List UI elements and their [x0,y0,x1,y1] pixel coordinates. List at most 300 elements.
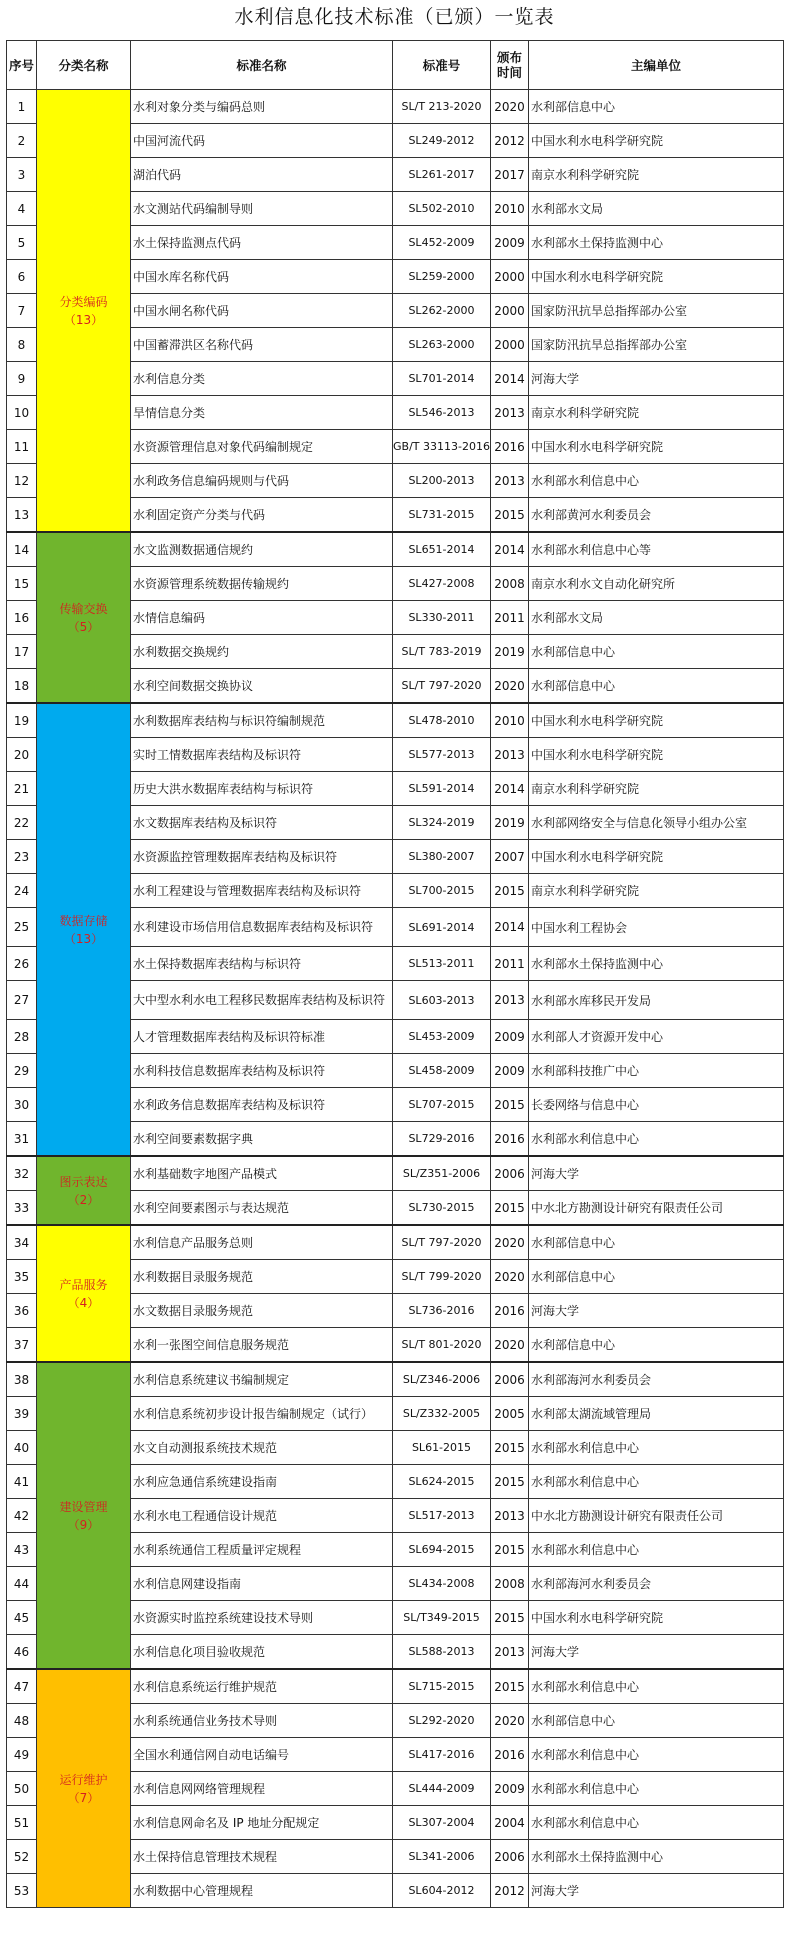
row-number: 17 [7,635,37,669]
row-number: 16 [7,601,37,635]
editor-org: 水利部太湖流域管理局 [529,1397,784,1431]
category-cell [37,1156,131,1225]
issue-year: 2015 [491,1669,529,1704]
row-number: 50 [7,1772,37,1806]
row-number: 35 [7,1260,37,1294]
row-number: 27 [7,981,37,1020]
standard-name: 水资源监控管理数据库表结构及标识符 [131,840,393,874]
row-number: 36 [7,1294,37,1328]
standard-name: 中国水库名称代码 [131,260,393,294]
issue-year: 2013 [491,464,529,498]
standard-code: SL707-2015 [393,1088,491,1122]
standard-code: SL577-2013 [393,738,491,772]
editor-org: 南京水利科学研究院 [529,158,784,192]
row-number: 39 [7,1397,37,1431]
row-number: 34 [7,1225,37,1260]
standard-name: 水利空间数据交换协议 [131,669,393,704]
row-number: 38 [7,1362,37,1397]
standard-name: 历史大洪水数据库表结构与标识符 [131,772,393,806]
editor-org: 水利部水库移民开发局 [529,981,784,1020]
standard-name: 人才管理数据库表结构及标识符标准 [131,1020,393,1054]
row-number: 48 [7,1704,37,1738]
editor-org: 水利部水利信息中心 [529,1465,784,1499]
category-count: （13） [63,931,104,946]
editor-org: 水利部水利信息中心 [529,1738,784,1772]
issue-year: 2015 [491,1431,529,1465]
row-number: 46 [7,1635,37,1670]
standard-code: SL262-2000 [393,294,491,328]
standard-code: SL/Z346-2006 [393,1362,491,1397]
table-row [7,1362,784,1397]
standard-name: 水利信息系统建议书编制规定 [131,1362,393,1397]
category-cell [37,1362,131,1669]
row-number: 52 [7,1840,37,1874]
issue-year: 2012 [491,124,529,158]
standard-code: SL/Z351-2006 [393,1156,491,1191]
standard-code: SL478-2010 [393,703,491,738]
standard-name: 水文测站代码编制导则 [131,192,393,226]
issue-year: 2016 [491,1122,529,1157]
editor-org: 水利部水土保持监测中心 [529,226,784,260]
editor-org: 国家防汛抗旱总指挥部办公室 [529,328,784,362]
editor-org: 中水北方勘测设计研究有限责任公司 [529,1499,784,1533]
editor-org: 河海大学 [529,1635,784,1670]
row-number: 21 [7,772,37,806]
editor-org: 中国水利水电科学研究院 [529,1601,784,1635]
standard-code: SL603-2013 [393,981,491,1020]
standard-name: 大中型水利水电工程移民数据库表结构及标识符 [131,981,393,1020]
standard-name: 水文数据目录服务规范 [131,1294,393,1328]
row-number: 19 [7,703,37,738]
standard-code: SL/T 799-2020 [393,1260,491,1294]
issue-year: 2015 [491,874,529,908]
row-number: 15 [7,567,37,601]
standard-name: 水利基础数字地图产品模式 [131,1156,393,1191]
standard-name: 水利科技信息数据库表结构及标识符 [131,1054,393,1088]
standard-code: SL604-2012 [393,1874,491,1908]
editor-org: 中国水利水电科学研究院 [529,430,784,464]
row-number: 12 [7,464,37,498]
standard-name: 水文自动测报系统技术规范 [131,1431,393,1465]
category-name: 产品服务 [59,1277,108,1292]
standard-name: 水利一张图空间信息服务规范 [131,1328,393,1363]
standard-name: 水利系统通信业务技术导则 [131,1704,393,1738]
issue-year: 2020 [491,1260,529,1294]
standard-code: SL330-2011 [393,601,491,635]
editor-org: 国家防汛抗旱总指挥部办公室 [529,294,784,328]
standard-code: SL715-2015 [393,1669,491,1704]
category-cell [37,90,131,533]
editor-org: 水利部信息中心 [529,669,784,704]
issue-year: 2015 [491,1533,529,1567]
standard-name: 水利信息系统运行维护规范 [131,1669,393,1704]
editor-org: 河海大学 [529,1874,784,1908]
issue-year: 2015 [491,498,529,533]
page-title: 水利信息化技术标准（已颁）一览表 [234,6,555,28]
row-number: 24 [7,874,37,908]
editor-org: 南京水利科学研究院 [529,874,784,908]
issue-year: 2020 [491,669,529,704]
row-number: 51 [7,1806,37,1840]
editor-org: 中国水利水电科学研究院 [529,703,784,738]
editor-org: 水利部科技推广中心 [529,1054,784,1088]
row-number: 43 [7,1533,37,1567]
row-number: 4 [7,192,37,226]
issue-year: 2013 [491,1499,529,1533]
row-number: 7 [7,294,37,328]
issue-year: 2013 [491,981,529,1020]
row-number: 26 [7,947,37,981]
category-count: （4） [67,1295,100,1310]
header-org: 主编单位 [529,41,784,90]
header-no: 序号 [7,41,37,90]
row-number: 44 [7,1567,37,1601]
editor-org: 水利部水利信息中心 [529,1669,784,1704]
standard-code: SL324-2019 [393,806,491,840]
issue-year: 2020 [491,1704,529,1738]
standard-name: 水利应急通信系统建设指南 [131,1465,393,1499]
row-number: 28 [7,1020,37,1054]
editor-org: 水利部网络安全与信息化领导小组办公室 [529,806,784,840]
standard-code: SL/T 213-2020 [393,90,491,124]
row-number: 23 [7,840,37,874]
editor-org: 水利部水利信息中心 [529,1431,784,1465]
row-number: 30 [7,1088,37,1122]
category-name: 建设管理 [59,1499,108,1514]
standard-name: 水利政务信息数据库表结构及标识符 [131,1088,393,1122]
standard-name: 水利数据交换规约 [131,635,393,669]
standard-code: SL700-2015 [393,874,491,908]
issue-year: 2015 [491,1601,529,1635]
category-count: （13） [63,312,104,327]
table-row [7,703,784,738]
standard-code: SL701-2014 [393,362,491,396]
standard-code: SL259-2000 [393,260,491,294]
standard-name: 水利对象分类与编码总则 [131,90,393,124]
standard-name: 水资源实时监控系统建设技术导则 [131,1601,393,1635]
row-number: 20 [7,738,37,772]
header-year: 颁布时间 [491,41,529,90]
editor-org: 中水北方勘测设计研究有限责任公司 [529,1191,784,1226]
table-row [7,90,784,124]
standard-code: SL651-2014 [393,532,491,567]
standard-name: 水文数据库表结构及标识符 [131,806,393,840]
editor-org: 中国水利水电科学研究院 [529,738,784,772]
row-number: 2 [7,124,37,158]
row-number: 37 [7,1328,37,1363]
standard-name: 水资源管理系统数据传输规约 [131,567,393,601]
issue-year: 2009 [491,1054,529,1088]
editor-org: 水利部水文局 [529,601,784,635]
issue-year: 2000 [491,328,529,362]
row-number: 3 [7,158,37,192]
issue-year: 2011 [491,947,529,981]
issue-year: 2013 [491,738,529,772]
row-number: 1 [7,90,37,124]
issue-year: 2006 [491,1840,529,1874]
issue-year: 2004 [491,1806,529,1840]
header-code: 标准号 [393,41,491,90]
standard-name: 水利系统通信工程质量评定规程 [131,1533,393,1567]
standard-code: SL513-2011 [393,947,491,981]
editor-org: 水利部水土保持监测中心 [529,947,784,981]
issue-year: 2000 [491,294,529,328]
standard-code: SL263-2000 [393,328,491,362]
row-number: 29 [7,1054,37,1088]
issue-year: 2009 [491,1020,529,1054]
editor-org: 水利部海河水利委员会 [529,1362,784,1397]
standards-table [6,40,784,1908]
row-number: 33 [7,1191,37,1226]
standard-code: SL736-2016 [393,1294,491,1328]
standard-name: 水利信息产品服务总则 [131,1225,393,1260]
editor-org: 水利部水土保持监测中心 [529,1840,784,1874]
standard-code: SL517-2013 [393,1499,491,1533]
issue-year: 2012 [491,1874,529,1908]
standard-code: SL380-2007 [393,840,491,874]
standard-name: 水文监测数据通信规约 [131,532,393,567]
standard-name: 水利空间要素图示与表达规范 [131,1191,393,1226]
standard-code: SL730-2015 [393,1191,491,1226]
table-body [7,90,784,1908]
standard-name: 水利数据目录服务规范 [131,1260,393,1294]
standard-code: SL307-2004 [393,1806,491,1840]
standard-code: SL546-2013 [393,396,491,430]
standard-code: SL249-2012 [393,124,491,158]
row-number: 5 [7,226,37,260]
editor-org: 中国水利工程协会 [529,908,784,947]
editor-org: 水利部海河水利委员会 [529,1567,784,1601]
editor-org: 水利部水利信息中心 [529,1772,784,1806]
issue-year: 2008 [491,1567,529,1601]
issue-year: 2020 [491,1225,529,1260]
standard-name: 中国水闸名称代码 [131,294,393,328]
category-cell [37,532,131,703]
standard-code: SL/T 797-2020 [393,1225,491,1260]
standard-code: SL588-2013 [393,1635,491,1670]
editor-org: 水利部人才资源开发中心 [529,1020,784,1054]
category-cell [37,703,131,1156]
issue-year: 2009 [491,1772,529,1806]
header-name: 标准名称 [131,41,393,90]
category-count: （9） [67,1517,100,1532]
row-number: 41 [7,1465,37,1499]
editor-org: 河海大学 [529,362,784,396]
issue-year: 2016 [491,1294,529,1328]
issue-year: 2015 [491,1191,529,1226]
standard-name: 中国蓄滞洪区名称代码 [131,328,393,362]
standard-code: GB/T 33113-2016 [393,430,491,464]
standard-code: SL434-2008 [393,1567,491,1601]
category-name: 数据存储 [59,913,108,928]
standard-code: SL694-2015 [393,1533,491,1567]
issue-year: 2013 [491,1635,529,1670]
row-number: 9 [7,362,37,396]
standard-code: SL/T 797-2020 [393,669,491,704]
standard-name: 水利信息网网络管理规程 [131,1772,393,1806]
table-row [7,1156,784,1191]
standard-name: 水利工程建设与管理数据库表结构及标识符 [131,874,393,908]
row-number: 53 [7,1874,37,1908]
category-name: 传输交换 [59,601,108,616]
issue-year: 2010 [491,703,529,738]
standard-code: SL502-2010 [393,192,491,226]
category-name: 图示表达 [59,1174,108,1189]
standard-code: SL731-2015 [393,498,491,533]
row-number: 32 [7,1156,37,1191]
editor-org: 水利部信息中心 [529,1328,784,1363]
row-number: 10 [7,396,37,430]
standard-name: 水土保持信息管理技术规程 [131,1840,393,1874]
table-row [7,532,784,567]
issue-year: 2006 [491,1156,529,1191]
editor-org: 水利部水文局 [529,192,784,226]
standard-name: 湖泊代码 [131,158,393,192]
standard-name: 水情信息编码 [131,601,393,635]
editor-org: 水利部水利信息中心 [529,1806,784,1840]
row-number: 40 [7,1431,37,1465]
row-number: 42 [7,1499,37,1533]
editor-org: 水利部水利信息中心 [529,1533,784,1567]
issue-year: 2005 [491,1397,529,1431]
table-header-row [7,41,784,90]
standard-name: 水资源管理信息对象代码编制规定 [131,430,393,464]
standard-name: 全国水利通信网自动电话编号 [131,1738,393,1772]
issue-year: 2014 [491,772,529,806]
standard-code: SL453-2009 [393,1020,491,1054]
standard-name: 实时工情数据库表结构及标识符 [131,738,393,772]
row-number: 11 [7,430,37,464]
standard-name: 水利固定资产分类与代码 [131,498,393,533]
editor-org: 南京水利水文自动化研究所 [529,567,784,601]
table-row [7,1225,784,1260]
editor-org: 中国水利水电科学研究院 [529,260,784,294]
issue-year: 2008 [491,567,529,601]
editor-org: 南京水利科学研究院 [529,396,784,430]
issue-year: 2013 [491,396,529,430]
standard-name: 中国河流代码 [131,124,393,158]
editor-org: 水利部信息中心 [529,1225,784,1260]
standard-code: SL591-2014 [393,772,491,806]
editor-org: 河海大学 [529,1156,784,1191]
issue-year: 2007 [491,840,529,874]
category-cell [37,1225,131,1362]
standard-name: 水利信息网建设指南 [131,1567,393,1601]
editor-org: 水利部水利信息中心 [529,1122,784,1157]
issue-year: 2020 [491,1328,529,1363]
editor-org: 中国水利水电科学研究院 [529,840,784,874]
standard-code: SL417-2016 [393,1738,491,1772]
standard-name: 旱情信息分类 [131,396,393,430]
standard-code: SL/Z332-2005 [393,1397,491,1431]
category-count: （7） [67,1790,100,1805]
issue-year: 2019 [491,635,529,669]
standard-name: 水利空间要素数据字典 [131,1122,393,1157]
row-number: 31 [7,1122,37,1157]
row-number: 45 [7,1601,37,1635]
standard-code: SL624-2015 [393,1465,491,1499]
issue-year: 2015 [491,1088,529,1122]
standard-name: 水利信息化项目验收规范 [131,1635,393,1670]
issue-year: 2006 [491,1362,529,1397]
category-name: 分类编码 [59,294,108,309]
standard-code: SL729-2016 [393,1122,491,1157]
standard-name: 水利数据中心管理规程 [131,1874,393,1908]
issue-year: 2015 [491,1465,529,1499]
standard-code: SL261-2017 [393,158,491,192]
row-number: 6 [7,260,37,294]
row-number: 47 [7,1669,37,1704]
editor-org: 水利部信息中心 [529,1260,784,1294]
row-number: 8 [7,328,37,362]
standard-name: 水利信息网命名及 IP 地址分配规定 [131,1806,393,1840]
standard-code: SL444-2009 [393,1772,491,1806]
category-count: （5） [67,619,100,634]
category-name: 运行维护 [59,1772,108,1787]
editor-org: 中国水利水电科学研究院 [529,124,784,158]
standard-code: SL/T 783-2019 [393,635,491,669]
editor-org: 南京水利科学研究院 [529,772,784,806]
issue-year: 2016 [491,430,529,464]
row-number: 25 [7,908,37,947]
issue-year: 2009 [491,226,529,260]
standard-code: SL691-2014 [393,908,491,947]
editor-org: 水利部信息中心 [529,1704,784,1738]
standard-name: 水利政务信息编码规则与代码 [131,464,393,498]
issue-year: 2016 [491,1738,529,1772]
standard-code: SL427-2008 [393,567,491,601]
table-row [7,1669,784,1704]
standard-code: SL200-2013 [393,464,491,498]
standard-code: SL341-2006 [393,1840,491,1874]
standard-code: SL/T349-2015 [393,1601,491,1635]
category-cell [37,1669,131,1908]
issue-year: 2017 [491,158,529,192]
issue-year: 2010 [491,192,529,226]
standard-code: SL292-2020 [393,1704,491,1738]
row-number: 13 [7,498,37,533]
editor-org: 水利部信息中心 [529,90,784,124]
standard-name: 水利建设市场信用信息数据库表结构及标识符 [131,908,393,947]
issue-year: 2014 [491,532,529,567]
issue-year: 2014 [491,908,529,947]
row-number: 22 [7,806,37,840]
issue-year: 2011 [491,601,529,635]
standard-code: SL61-2015 [393,1431,491,1465]
editor-org: 长委网络与信息中心 [529,1088,784,1122]
issue-year: 2000 [491,260,529,294]
issue-year: 2019 [491,806,529,840]
standard-name: 水土保持数据库表结构与标识符 [131,947,393,981]
standard-code: SL452-2009 [393,226,491,260]
issue-year: 2014 [491,362,529,396]
standard-name: 水利数据库表结构与标识符编制规范 [131,703,393,738]
editor-org: 水利部信息中心 [529,635,784,669]
editor-org: 水利部水利信息中心等 [529,532,784,567]
standard-name: 水利信息分类 [131,362,393,396]
editor-org: 水利部黄河水利委员会 [529,498,784,533]
standard-name: 水土保持监测点代码 [131,226,393,260]
issue-year: 2020 [491,90,529,124]
standard-code: SL/T 801-2020 [393,1328,491,1363]
header-category: 分类名称 [37,41,131,90]
editor-org: 河海大学 [529,1294,784,1328]
editor-org: 水利部水利信息中心 [529,464,784,498]
standard-name: 水利信息系统初步设计报告编制规定（试行） [131,1397,393,1431]
standard-name: 水利水电工程通信设计规范 [131,1499,393,1533]
standard-code: SL458-2009 [393,1054,491,1088]
row-number: 18 [7,669,37,704]
